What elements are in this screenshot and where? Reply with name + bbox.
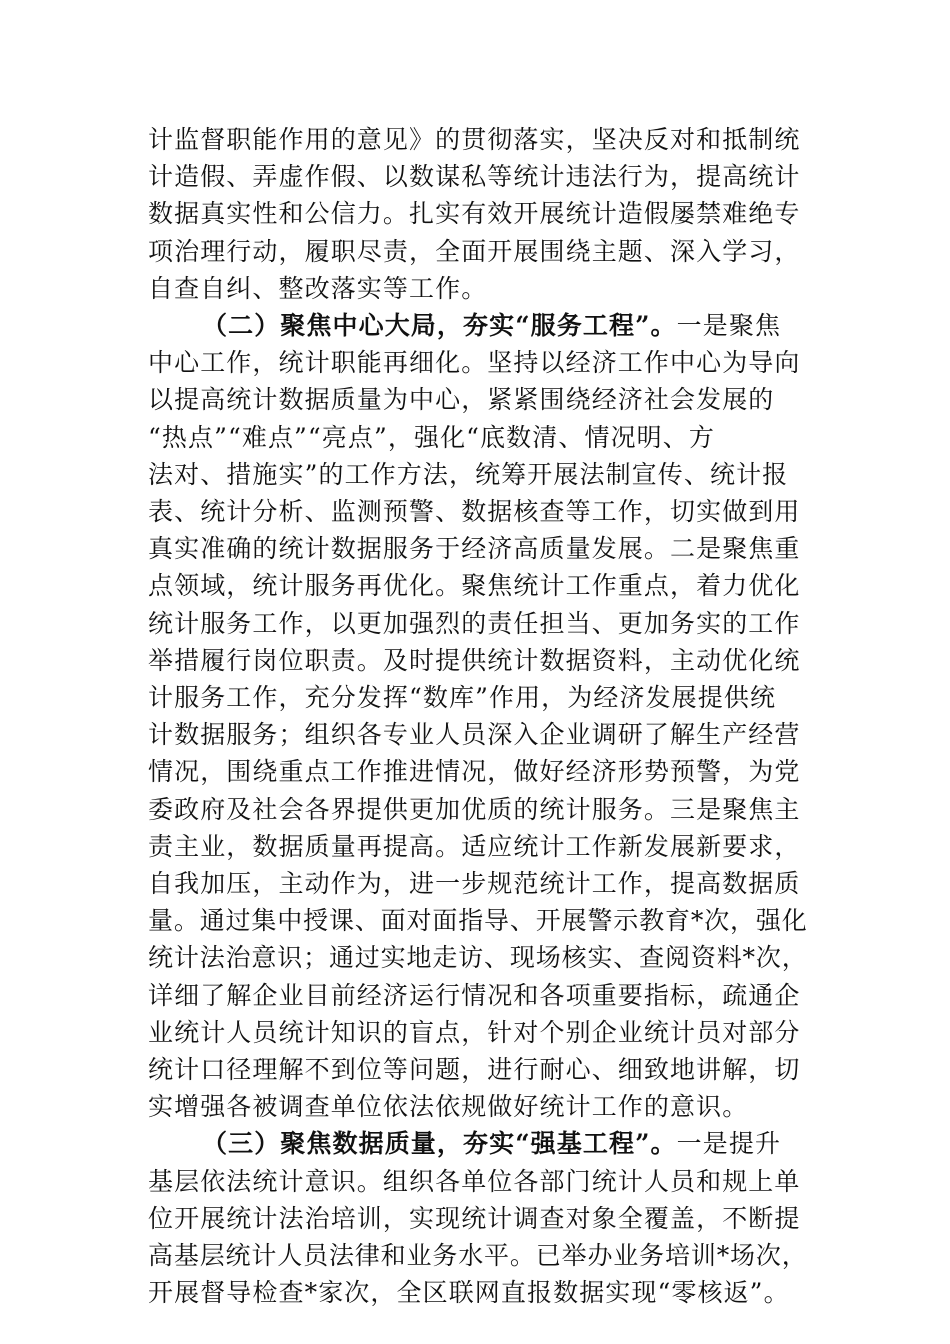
line-text: 详细了解企业目前经济运行情况和各项重要指标，疏通企: [148, 980, 801, 1010]
text-line: [148, 384, 808, 416]
line-text: 数据真实性和公信力。扎实有效开展统计造假屡禁难绝专: [148, 199, 801, 229]
text-line: [148, 198, 808, 230]
section-heading: （二）聚焦中心大局，夯实“服务工程”。: [202, 311, 677, 340]
line-text: 业统计人员统计知识的盲点，针对个别企业统计员对部分: [148, 1017, 801, 1047]
line-text: 计数据服务；组织各专业人员深入企业调研了解生产经营: [148, 720, 801, 750]
line-text: 基层依法统计意识。组织各单位各部门统计人员和规上单: [148, 1166, 801, 1196]
line-text: 举措履行岗位职责。及时提供统计数据资料，主动优化统: [148, 645, 801, 675]
line-text: 统计法治意识；通过实地走访、现场核实、查阅资料*次，: [148, 943, 808, 973]
text-line: [148, 831, 808, 863]
text-line: [148, 905, 808, 937]
line-text: 责主业，数据质量再提高。适应统计工作新发展新要求，: [148, 831, 801, 861]
text-line: [148, 682, 808, 714]
text-line: [148, 533, 808, 565]
text-line: [148, 756, 808, 788]
line-text: 量。通过集中授课、面对面指导、开展警示教育*次，强化: [148, 906, 808, 936]
text-line: [148, 1017, 808, 1049]
line-text: 自我加压，主动作为，进一步规范统计工作，提高数据质: [148, 869, 801, 898]
line-text: 实增强各被调查单位依法依规做好统计工作的意识。: [148, 1092, 749, 1122]
text-line: [148, 422, 808, 454]
line-text: 以提高统计数据质量为中心，紧紧围绕经济社会发展的: [148, 385, 775, 415]
text-line: [148, 719, 808, 751]
line-text: 开展督导检查*家次，全区联网直报数据实现“零核返”。: [148, 1278, 790, 1308]
text-line: [148, 124, 808, 156]
text-line: [148, 1277, 808, 1309]
text-line: [148, 459, 808, 491]
text-line: [148, 608, 808, 640]
line-text: 中心工作，统计职能再细化。坚持以经济工作中心为导向: [148, 348, 801, 378]
line-text: 点领域，统计服务再优化。聚焦统计工作重点，着力优化: [148, 571, 801, 601]
line-text: 真实准确的统计数据服务于经济高质量发展。二是聚焦重: [148, 534, 801, 564]
text-line: [148, 161, 808, 193]
text-line: [148, 794, 808, 826]
text-line: [202, 310, 808, 342]
line-text: 一是提升: [676, 1129, 782, 1159]
line-text: 委政府及社会各界提供更加优质的统计服务。三是聚焦主: [148, 794, 801, 824]
text-line: [148, 496, 808, 528]
line-text: 计服务工作，充分发挥“数库”作用，为经济发展提供统: [148, 683, 777, 712]
text-line: [148, 645, 808, 677]
line-text: 位开展统计法治培训，实现统计调查对象全覆盖，不断提: [148, 1203, 801, 1233]
text-line: [148, 1240, 808, 1272]
line-text: 自查自纠、整改落实等工作。: [148, 273, 488, 303]
text-line: [148, 570, 808, 602]
line-text: 计监督职能作用的意见》的贯彻落实，坚决反对和抵制统: [148, 125, 801, 154]
text-line: [202, 1128, 808, 1160]
text-line: [148, 868, 808, 900]
line-text: 高基层统计人员法律和业务水平。已举办业务培训*场次，: [148, 1241, 808, 1270]
text-line: [148, 980, 808, 1012]
text-line: [148, 1166, 808, 1198]
line-text: “热点”“难点”“亮点”，强化“底数清、情况明、方: [148, 422, 715, 452]
text-line: [148, 347, 808, 379]
text-line: [148, 1054, 808, 1086]
line-text: 项治理行动，履职尽责，全面开展围绕主题、深入学习，: [148, 236, 801, 266]
line-text: 一是聚焦: [676, 311, 782, 340]
line-text: 情况，围绕重点工作推进情况，做好经济形势预警，为党: [148, 757, 801, 787]
text-line: [148, 1091, 808, 1123]
text-line: [148, 942, 808, 974]
line-text: 法对、措施实”的工作方法，统筹开展法制宣传、统计报: [148, 459, 789, 489]
text-line: [148, 236, 808, 268]
line-text: 计造假、弄虚作假、以数谋私等统计违法行为，提高统计: [148, 162, 801, 192]
section-heading: （三）聚焦数据质量，夯实“强基工程”。: [202, 1129, 677, 1159]
text-line: [148, 1203, 808, 1235]
line-text: 统计口径理解不到位等问题，进行耐心、细致地讲解，切: [148, 1055, 801, 1084]
text-line: [148, 273, 808, 305]
line-text: 表、统计分析、监测预警、数据核查等工作，切实做到用: [148, 497, 801, 526]
line-text: 统计服务工作，以更加强烈的责任担当、更加务实的工作: [148, 608, 801, 638]
